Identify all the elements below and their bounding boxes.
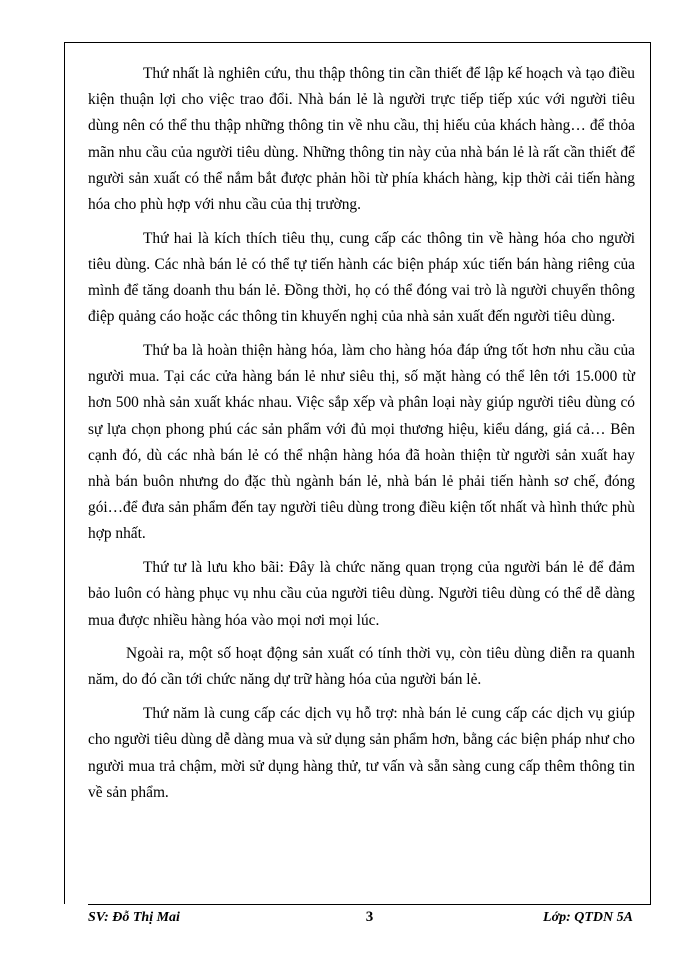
footer-page-number: 3 bbox=[365, 909, 374, 925]
paragraph-additional: Ngoài ra, một số hoạt động sản xuất có tính thời vụ, còn tiêu dùng diễn ra quanh năm, do đó cần tới chức năng dự trữ hàng hóa của người bán lẻ. bbox=[88, 645, 635, 689]
footer-student: SV: Đỗ Thị Mai bbox=[88, 910, 180, 925]
paragraph-third: Thứ ba là hoàn thiện hàng hóa, làm cho hàng hóa đáp ứng tốt hơn nhu cầu của người mua. Tại các cửa hàng bán lẻ như siêu thị, số mặt hàng có thể lên tới 15.000 từ hơn 500 nhà sản xuất khác nhau. Việc sắp xếp và phân loại này giúp người tiêu dùng có sự lựa chọn phong phú các sản phẩm với đủ mọi thương hiệu, kiểu dáng, giá cả… Bên cạnh đó, dù các nhà bán lẻ có thể nhận hàng hóa đã hoàn thiện từ người sản xuất hay nhà bán buôn nhưng do đặc thù ngành bán lẻ, nhà bán lẻ phải tiến hành sơ chế, đóng gói…để đưa sản phẩm đến tay người tiêu dùng trong điều kiện tốt nhất và hình thức phù hợp nhất. bbox=[88, 342, 635, 543]
paragraph-first: Thứ nhất là nghiên cứu, thu thập thông tin cần thiết để lập kế hoạch và tạo điều kiện thuận lợi cho việc trao đổi. Nhà bán lẻ là người trực tiếp tiếp xúc với người tiêu dùng nên có thể thu thập những thông tin về nhu cầu, thị hiếu của khách hàng… để thỏa mãn nhu cầu của người tiêu dùng. Những thông tin này của nhà bán lẻ là rất cần thiết để người sản xuất có thể nắm bắt được phản hồi từ phía khách hàng, kịp thời cải tiến hàng hóa cho phù hợp với nhu cầu của thị trường. bbox=[88, 65, 635, 214]
footer-class: Lớp: QTDN 5A bbox=[543, 910, 633, 925]
footer-divider bbox=[88, 904, 651, 905]
paragraph-fifth: Thứ năm là cung cấp các dịch vụ hỗ trợ: nhà bán lẻ cung cấp các dịch vụ giúp cho người tiêu dùng dễ dàng mua và sử dụng sản phẩm hơn, bằng các biện pháp như cho người mua trả chậm, mời sử dụng hàng thử, tư vấn và sẵn sàng cung cấp thêm thông tin về sản phẩm. bbox=[88, 705, 635, 801]
paragraph-fourth: Thứ tư là lưu kho bãi: Đây là chức năng quan trọng của người bán lẻ để đảm bảo luôn có hàng phục vụ nhu cầu của người tiêu dùng. Người tiêu dùng có thể dễ dàng mua được nhiều hàng hóa vào mọi nơi mọi lúc. bbox=[88, 559, 635, 629]
document-body bbox=[88, 61, 635, 813]
paragraph-second: Thứ hai là kích thích tiêu thụ, cung cấp các thông tin về hàng hóa cho người tiêu dùng. Các nhà bán lẻ có thể tự tiến hành các biện pháp xúc tiến bán hàng riêng của mình để tăng doanh thu bán lẻ. Đồng thời, họ có thể đóng vai trò là người chuyển thông điệp quảng cáo hoặc các thông tin khuyến nghị của nhà sản xuất đến người tiêu dùng. bbox=[88, 229, 635, 326]
page-footer bbox=[88, 906, 651, 928]
